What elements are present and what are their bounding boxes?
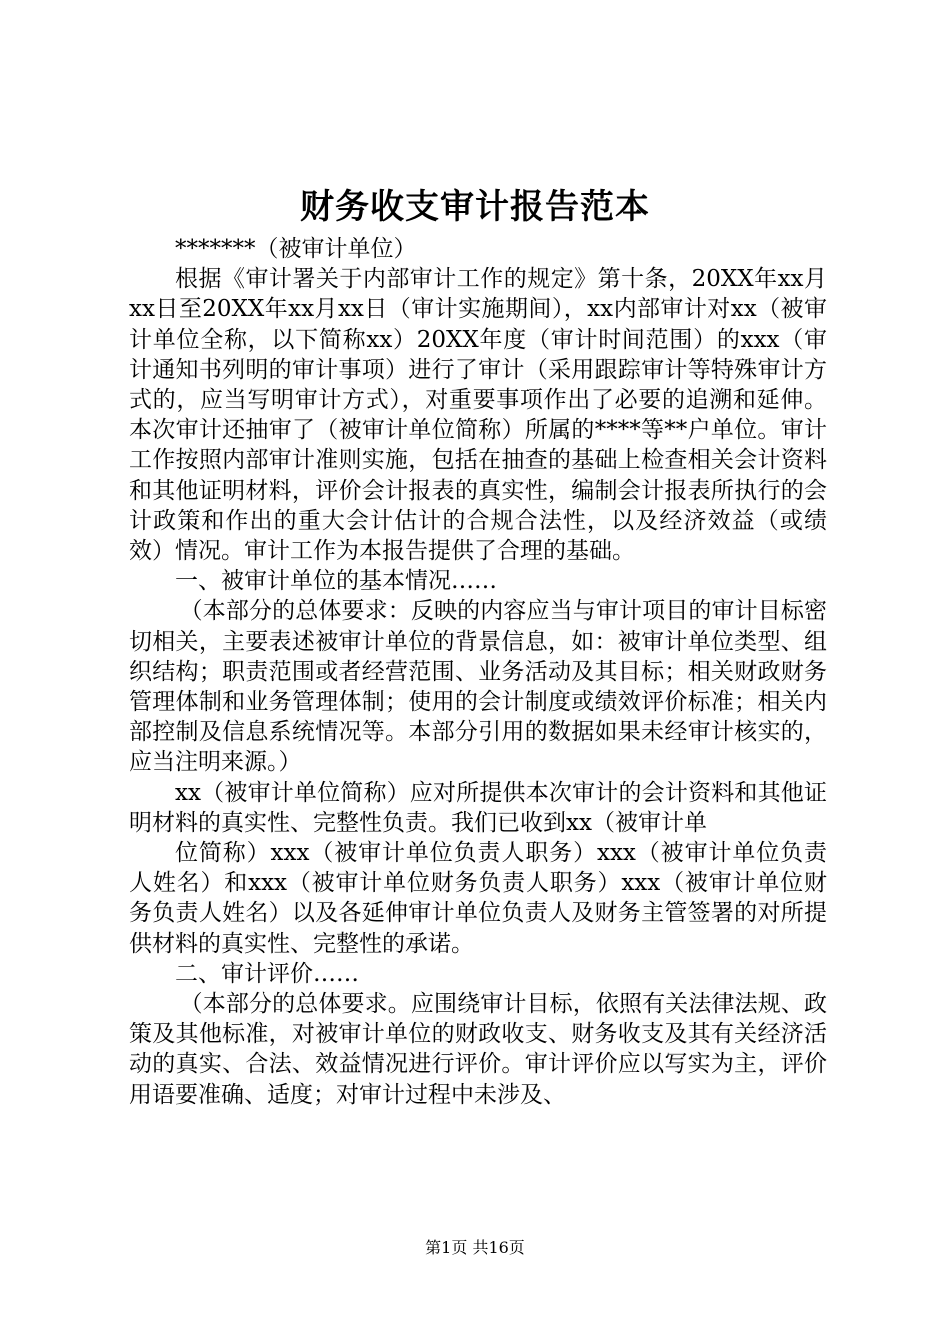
- paragraph-commitment: 位简称）xxx（被审计单位负责人职务）xxx（被审计单位负责人姓名）和xxx（被审计单位财务负责人职务）xxx（被审计单位财务负责人姓名）以及各延伸审计单位负责人及财务主管签署的对所提供材料的真实性、完整性的承诺。: [129, 840, 827, 957]
- section-heading-basic-info: 一、被审计单位的基本情况……: [175, 568, 497, 595]
- paragraph-responsibility: xx（被审计单位简称）应对所提供本次审计的会计资料和其他证明材料的真实性、完整性负责。我们已收到xx（被审计单: [129, 779, 827, 836]
- document-body: [129, 234, 827, 1110]
- paragraph-evaluation-requirements: （本部分的总体要求。应围绕审计目标，依照有关法律法规、政策及其他标准，对被审计单位的财政收支、财务收支及其有关经济活动的真实、合法、效益情况进行评价。审计评价应以写实为主，评价用语要准确、适度；对审计过程中未涉及、: [129, 991, 827, 1108]
- paragraph-intro: 根据《审计署关于内部审计工作的规定》第十条，20XX年xx月xx日至20XX年xx月xx日（审计实施期间），xx内部审计对xx（被审计单位全称，以下简称xx）20XX年度（审计时间范围）的xxx（审计通知书列明的审计事项）进行了审计（采用跟踪审计等特殊审计方式的，应当写明审计方式），对重要事项作出了必要的追溯和延伸。本次审计还抽审了（被审计单位简称）所属的****等**户单位。审计工作按照内部审计准则实施，包括在抽查的基础上检查相关会计资料和其他证明材料，评价会计报表的真实性，编制会计报表所执行的会计政策和作出的重大会计估计的合规合法性，以及经济效益（或绩效）情况。审计工作为本报告提供了合理的基础。: [129, 266, 827, 565]
- paragraph-basic-info-requirements: （本部分的总体要求：反映的内容应当与审计项目的审计目标密切相关，主要表述被审计单位的背景信息，如：被审计单位类型、组织结构；职责范围或者经营范围、业务活动及其目标；相关财政财务管理体制和业务管理体制；使用的会计制度或绩效评价标准；相关内部控制及信息系统情况等。本部分引用的数据如果未经审计核实的，应当注明来源。）: [129, 598, 827, 776]
- document-title: 财务收支审计报告范本: [300, 187, 650, 227]
- section-heading-evaluation: 二、审计评价……: [175, 960, 359, 987]
- page-number-footer: 第1页 共16页: [425, 1238, 525, 1257]
- paragraph-addressee: *******（被审计单位）: [175, 236, 417, 262]
